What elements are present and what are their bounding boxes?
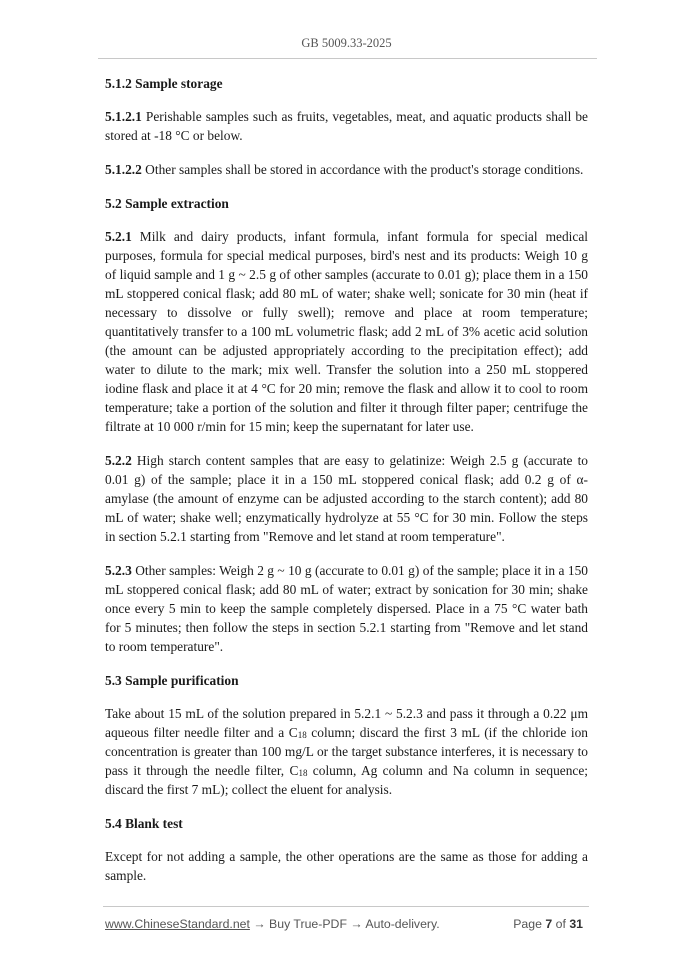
page-of-label: of bbox=[552, 917, 570, 931]
clause-text: Milk and dairy products, infant formula, infant formula for special medical purposes, formula for special medical purposes, bird's nest and its products: Weigh 10 g of liquid sample and 1 g ~ 2.5 g of other samples (accurate to 0.01 g); place them in a 150 mL stoppered conical flask; add 80 mL of water; shake well; sonicate for 30 min (heat if necessary to dissolve or fully swell); remove and place at room temperature; quantitatively transfer to a 100 mL volumetric flask; add 2 mL of 3% acetic acid solution (the amount can be adjusted appropriately according to the precipitation effect); add water to dilute to the mark; mix well. Transfer the solution into a 250 mL stoppered iodine flask and place it at 4 °C for 20 min; remove the flask and allow it to cool to room temperature; take a portion of the solution and filter it through filter paper; centrifuge the filtrate at 10 000 r/min for 15 min; keep the supernatant for later use. bbox=[105, 229, 588, 434]
current-page: 7 bbox=[545, 917, 553, 931]
document-body bbox=[105, 74, 588, 900]
text-segment: column; discard the first 3 mL (if the chloride ion concentration is greater than 100 mg/L or the target substance interferes, it is necessary to pass it through the needle filter, C bbox=[105, 725, 588, 778]
page-label: Page bbox=[513, 917, 546, 931]
paragraph-5-1-2-2 bbox=[105, 160, 588, 179]
footer-divider bbox=[103, 906, 589, 907]
heading-5-4: 5.4 Blank test bbox=[105, 816, 183, 831]
clause-number: 5.2.1 bbox=[105, 229, 132, 244]
heading-5-2: 5.2 Sample extraction bbox=[105, 196, 229, 211]
clause-number: 5.1.2.2 bbox=[105, 162, 142, 177]
page-indicator bbox=[513, 917, 583, 931]
paragraph-5-2-3 bbox=[105, 561, 588, 656]
paragraph-5-2-1 bbox=[105, 227, 588, 436]
clause-number: 5.2.2 bbox=[105, 453, 132, 468]
footer-promo bbox=[105, 917, 440, 931]
chinesestandard-link[interactable]: www.ChineseStandard.net bbox=[105, 917, 250, 931]
clause-text: Other samples: Weigh 2 g ~ 10 g (accurate to 0.01 g) of the sample; place it in a 150 mL stoppered conical flask; add 80 mL of water; extract by sonication for 30 min; shake once every 5 min to keep the sample completely dispersed. Place in a 75 °C water bath for 5 minutes; then follow the steps in section 5.2.1 starting from "Remove and let stand to room temperature". bbox=[105, 563, 588, 654]
text-segment: column, Ag column and Na column in sequence; discard the first 7 mL); collect the eluent for analysis. bbox=[105, 763, 589, 797]
clause-text: Perishable samples such as fruits, vegetables, meat, and aquatic products shall be stored at -18 °C or below. bbox=[105, 109, 588, 143]
paragraph-5-4: Except for not adding a sample, the other operations are the same as those for adding a sample. bbox=[105, 849, 588, 883]
clause-number: 5.1.2.1 bbox=[105, 109, 142, 124]
paragraph-5-1-2-1 bbox=[105, 107, 588, 145]
clause-text: High starch content samples that are easy to gelatinize: Weigh 2.5 g (accurate to 0.01 g) of the sample; place it in a 150 mL stoppered conical flask; add 0.2 g of α-amylase (the amount of enzyme can be adjusted according to the starch content); add 80 mL of water; shake well; enzymatically hydrolyze at 55 °C for 30 min. Follow the steps in section 5.2.1 starting from "Remove and let stand at room temperature". bbox=[105, 453, 588, 544]
header-divider bbox=[98, 58, 597, 59]
subscript: 18 bbox=[298, 768, 308, 778]
paragraph-5-3 bbox=[105, 704, 588, 799]
clause-number: 5.2.3 bbox=[105, 563, 132, 578]
footer-tagline: → Buy True-PDF → Auto-delivery. bbox=[249, 917, 440, 931]
subscript: 18 bbox=[297, 730, 307, 740]
total-pages: 31 bbox=[569, 917, 583, 931]
text-segment: Take about 15 mL of the solution prepared in 5.2.1 ~ 5.2.3 and pass it through a 0.22 μm aqueous filter needle filter and a C bbox=[105, 706, 588, 740]
clause-text: Other samples shall be stored in accordance with the product's storage conditions. bbox=[141, 162, 584, 177]
heading-5-3: 5.3 Sample purification bbox=[105, 673, 239, 688]
standard-number-header: GB 5009.33-2025 bbox=[301, 36, 392, 50]
paragraph-5-2-2 bbox=[105, 451, 588, 546]
heading-5-1-2: 5.1.2 Sample storage bbox=[105, 76, 223, 91]
